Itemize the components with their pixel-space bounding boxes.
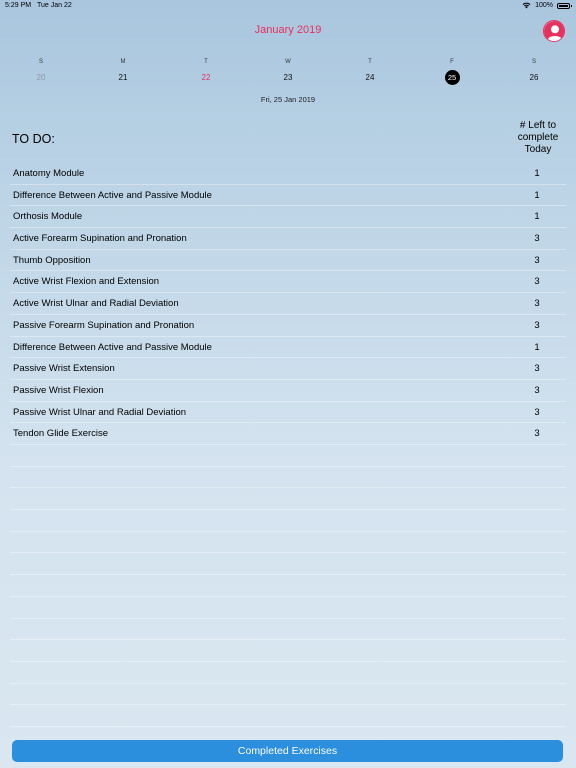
- task-row[interactable]: [10, 185, 566, 207]
- selected-date-label: Fri, 25 Jan 2019: [260, 95, 316, 104]
- task-name: Orthosis Module: [13, 211, 83, 223]
- profile-button[interactable]: [543, 20, 565, 42]
- task-remaining-count: 1: [534, 189, 540, 201]
- task-name: Active Forearm Supination and Pronation: [13, 233, 187, 245]
- weekday-header: [0, 59, 576, 69]
- task-list: [0, 163, 576, 445]
- task-row[interactable]: [10, 423, 566, 445]
- task-row[interactable]: [10, 271, 566, 293]
- empty-row: [10, 684, 566, 706]
- calendar-date[interactable]: 23: [283, 73, 293, 82]
- week-dates: [0, 70, 576, 86]
- empty-row: [10, 510, 566, 532]
- task-name: Active Wrist Flexion and Extension: [13, 276, 160, 288]
- battery-percent: 100%: [535, 2, 553, 9]
- month-title: January 2019: [254, 24, 322, 36]
- empty-row: [10, 467, 566, 489]
- task-remaining-count: 1: [534, 211, 540, 223]
- weekday-label: M: [120, 59, 126, 65]
- selected-date-number: 25: [445, 70, 460, 85]
- user-avatar-icon: [544, 21, 565, 42]
- count-heading-line: Today: [524, 144, 552, 155]
- empty-row: [10, 597, 566, 619]
- empty-row: [10, 619, 566, 641]
- wifi-icon: [522, 2, 531, 9]
- status-indicators: [522, 2, 570, 9]
- task-name: Passive Forearm Supination and Pronation: [13, 319, 195, 331]
- weekday-label: S: [531, 59, 536, 65]
- status-bar: [0, 0, 576, 12]
- calendar-date-selected[interactable]: [437, 70, 467, 86]
- task-remaining-count: 1: [534, 168, 540, 179]
- task-name: Passive Wrist Ulnar and Radial Deviation: [13, 406, 187, 418]
- empty-row: [10, 532, 566, 554]
- task-name: Passive Wrist Extension: [13, 363, 115, 375]
- task-remaining-count: 3: [534, 428, 540, 440]
- task-name: Tendon Glide Exercise: [13, 428, 109, 440]
- weekday-label: W: [285, 59, 291, 65]
- task-row[interactable]: [10, 163, 566, 185]
- task-remaining-count: 3: [534, 406, 540, 418]
- weekday-label: T: [368, 59, 372, 65]
- task-remaining-count: 3: [534, 254, 540, 266]
- task-name: Thumb Opposition: [13, 254, 91, 266]
- task-row[interactable]: [10, 337, 566, 359]
- empty-row: [10, 553, 566, 575]
- task-name: Anatomy Module: [13, 168, 85, 179]
- task-row[interactable]: [10, 358, 566, 380]
- status-date: Tue Jan 22: [37, 2, 72, 9]
- task-name: Active Wrist Ulnar and Radial Deviation: [13, 298, 179, 310]
- task-remaining-count: 3: [534, 319, 540, 331]
- task-row[interactable]: [10, 402, 566, 424]
- calendar-date[interactable]: 26: [529, 73, 539, 82]
- empty-row: [10, 662, 566, 684]
- count-heading-line: # Left to: [519, 120, 557, 131]
- calendar-date-today[interactable]: 22: [201, 73, 211, 82]
- task-remaining-count: 3: [534, 363, 540, 375]
- task-name: Passive Wrist Flexion: [13, 384, 104, 396]
- task-row[interactable]: [10, 228, 566, 250]
- completed-exercises-button[interactable]: Completed Exercises: [12, 740, 563, 762]
- task-row[interactable]: [10, 206, 566, 228]
- empty-row: [10, 575, 566, 597]
- calendar-date[interactable]: 20: [36, 73, 46, 82]
- count-column-heading: [505, 120, 571, 156]
- empty-list-rows: [10, 445, 566, 735]
- empty-row: [10, 705, 566, 727]
- task-remaining-count: 1: [534, 341, 540, 353]
- empty-row: [10, 488, 566, 510]
- task-remaining-count: 3: [534, 298, 540, 310]
- task-remaining-count: 3: [534, 233, 540, 245]
- task-row[interactable]: [10, 380, 566, 402]
- task-row[interactable]: [10, 250, 566, 272]
- calendar-date[interactable]: 21: [118, 73, 128, 82]
- task-row[interactable]: [10, 315, 566, 337]
- task-name: Difference Between Active and Passive Module: [13, 341, 212, 353]
- status-time: 5:29 PM: [5, 2, 32, 9]
- todo-heading: TO DO:: [12, 132, 55, 146]
- calendar-date[interactable]: 24: [365, 73, 375, 82]
- battery-icon: [557, 3, 570, 9]
- task-remaining-count: 3: [534, 276, 540, 288]
- task-remaining-count: 3: [534, 384, 540, 396]
- empty-row: [10, 640, 566, 662]
- count-heading-line: complete: [517, 132, 559, 143]
- weekday-label: T: [204, 59, 208, 65]
- weekday-label: S: [38, 59, 43, 65]
- task-row[interactable]: [10, 293, 566, 315]
- weekday-label: F: [450, 59, 454, 65]
- task-name: Difference Between Active and Passive Module: [13, 189, 212, 201]
- empty-row: [10, 445, 566, 467]
